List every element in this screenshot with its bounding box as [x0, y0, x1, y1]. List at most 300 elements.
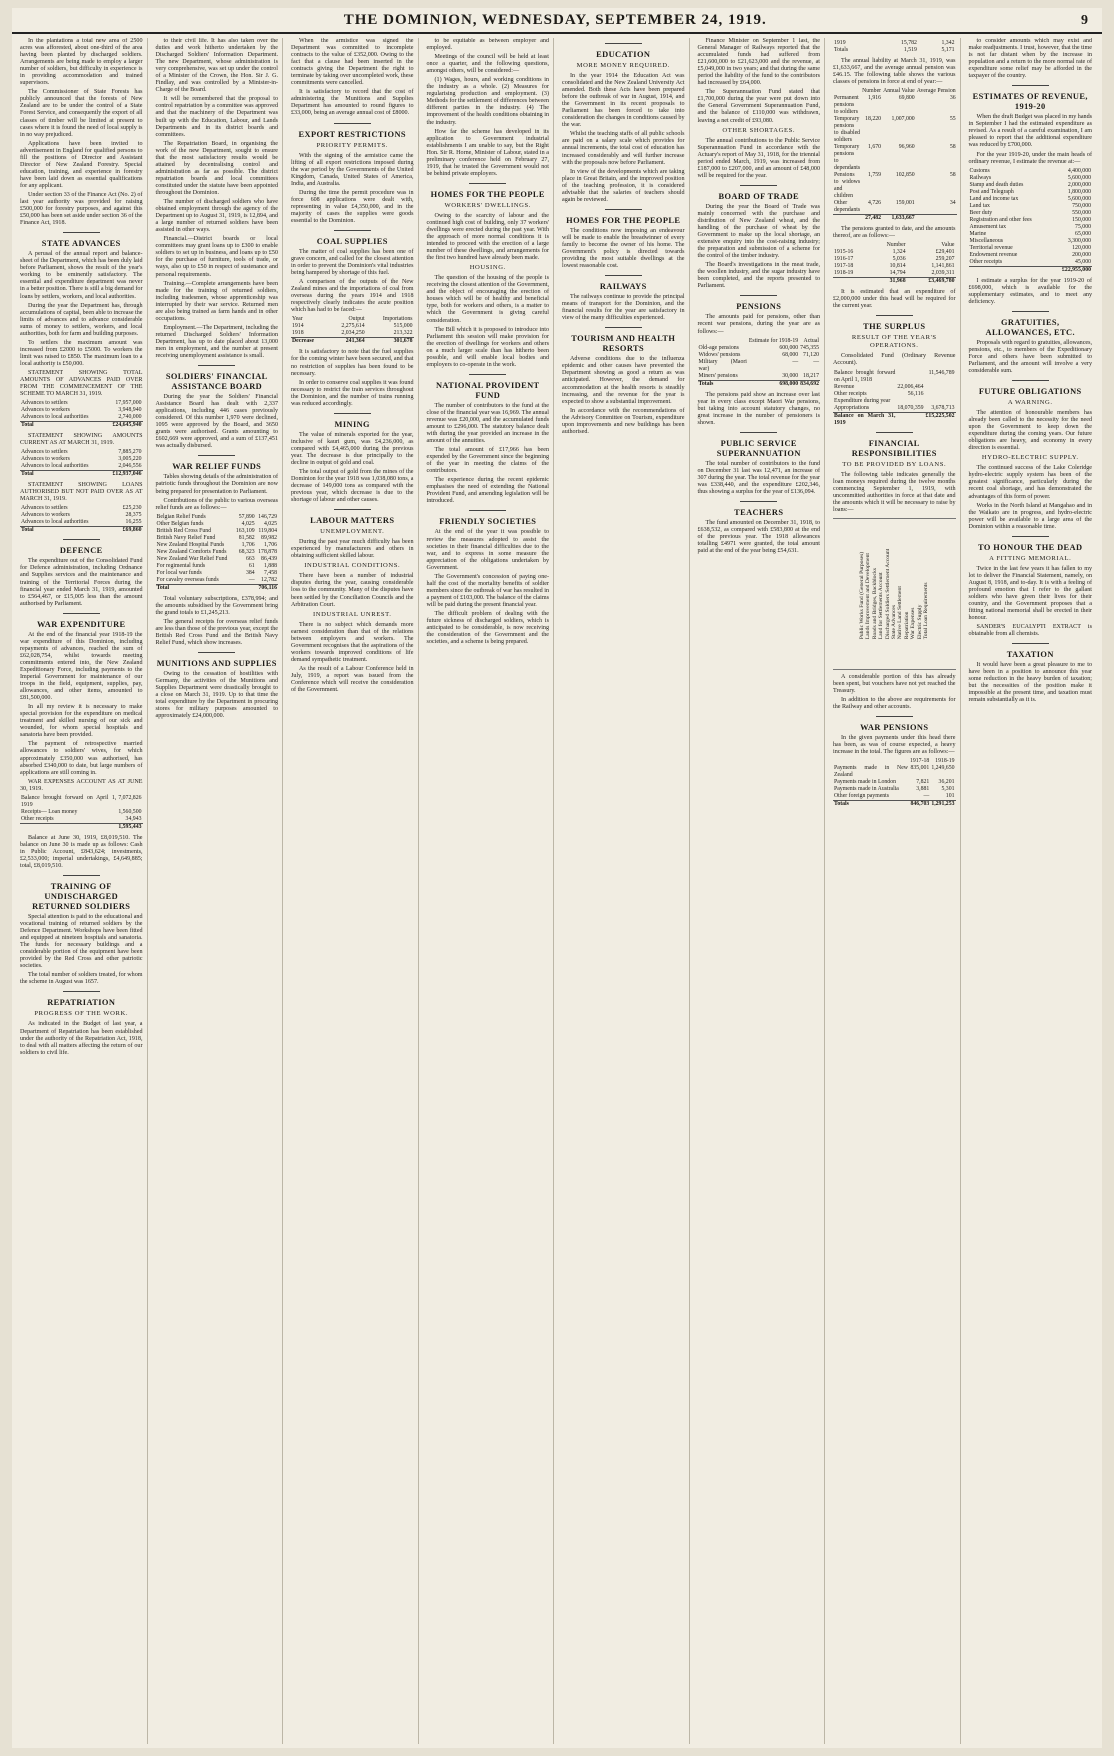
table-cell: 7,885,270: [118, 449, 142, 456]
table-cell: 120,000: [1072, 244, 1091, 251]
paragraph: Whilst the teaching staffs of all public schools are paid on a salary scale which provides for annual increments, the total cost of education has increased considerably and will further increase with the proposals now before Parliament.: [562, 131, 685, 166]
table-cell: Endowment revenue: [969, 251, 1018, 258]
section-rule: [63, 613, 100, 614]
rotated-table-line: Repatriation: [903, 611, 910, 640]
table-cell: 1917-18: [909, 758, 930, 765]
section-heading: SOLDIERS' FINANCIAL ASSISTANCE BOARD: [165, 372, 268, 392]
table-total-cell: Decrease: [291, 338, 327, 346]
table-cell: British Navy Relief Fund: [156, 534, 216, 541]
table-cell: 14,794: [889, 270, 906, 277]
paragraph: The difficult problem of dealing with the future sickness of discharged soldiers, which is anticipated to be considerable, is now receiving the consideration of the Government and the societies, and a scheme is being prepared.: [426, 611, 549, 646]
section-subheading: HYDRO-ELECTRIC SUPPLY.: [981, 454, 1079, 462]
paragraph: In accordance with the recommendations of the Advisory Committee on Tourism, expenditure upon improvements and new buildings has been authorised.: [562, 407, 685, 435]
table-row: [833, 765, 956, 779]
table-row: [20, 795, 143, 809]
section-heading: LABOUR MATTERS: [310, 516, 395, 526]
table-cell: 1,706: [241, 541, 255, 548]
table-cell: £25,230: [122, 505, 142, 512]
section-subheading: WORKERS' DWELLINGS.: [444, 201, 532, 209]
paragraph: In the plantations a total new area of 2500 acres was afforested, about one-third of the area having been planted by discharged soldiers. Arrangements are being made to employ a larger number of soldiers, but difficulty in experience is in providing accommodation and trained supervisors.: [20, 38, 143, 87]
table-cell: Customs: [969, 167, 990, 174]
paragraph: Total voluntary subscriptions, £378,994; and the amounts subsidised by the Government bring the grand totals to £1,245,213.: [155, 595, 278, 616]
table-cell: 200,000: [1072, 251, 1091, 258]
section-heading: TRAINING OF UNDISCHARGED RETURNED SOLDIERS: [32, 881, 131, 911]
table-cell: 5,301: [941, 786, 955, 793]
table-row: [20, 816, 143, 824]
table-total-cell: £15,225,502: [925, 412, 956, 427]
figures-table: [156, 514, 279, 592]
table-cell: £29,401: [935, 249, 955, 256]
table-cell: Registration and other fees: [969, 216, 1032, 223]
table-row: [969, 217, 1093, 224]
table-row: [833, 200, 957, 215]
paragraph: The Commissioner of State Forests has publicly announced that the forests of New Zealand are to be under the control of a State Forest Service, and consequently the export of all classes of timber will be limited at present to cases where it is found the need of local supply is in no way prejudiced.: [20, 89, 143, 138]
table-row: [698, 359, 821, 373]
section-rule: [740, 432, 777, 433]
paragraph: STATEMENT SHOWING AMOUNTS CURRENT AS AT MARCH 31, 1919.: [20, 433, 143, 447]
paragraph: The number of contributors to the fund at the close of the financial year was 16,969. The annual revenue was £20,000, and the accumulated funds amount to £296,000. The statutory balance dealt with during the year provided an increase in the amount of the annuities.: [426, 402, 549, 445]
section-heading: WAR EXPENDITURE: [36, 619, 126, 629]
table-row: [833, 384, 956, 391]
masthead-title: THE DOMINION, WEDNESDAY, SEPTEMBER 24, 1919.: [343, 12, 767, 28]
rotated-table-line: Land for Settlements Account: [878, 572, 885, 640]
table-row: [833, 405, 956, 413]
table-cell: 58: [949, 172, 956, 179]
table-cell: Advances to workers: [21, 407, 70, 414]
table-cell: Other foreign payments: [834, 793, 890, 800]
section-subheading: UNEMPLOYMENT.: [320, 528, 385, 536]
figures-table: [833, 40, 956, 54]
paragraph: The railways continue to provide the principal means of transport for the Dominion, and the financial results for the year are satisfactory in view of the many difficulties experienced.: [562, 294, 685, 322]
table-cell: 101: [945, 793, 955, 800]
section-rule: [1012, 643, 1049, 644]
table-row: [833, 249, 956, 256]
table-cell: Revenue: [834, 383, 855, 390]
paragraph: The pensions paid show an increase over last year in every class except Maori War pensions, but taking into account statutory changes, no great increase in the number of pensioners is shown.: [697, 391, 820, 426]
table-cell: 835,001: [910, 765, 930, 772]
table-cell: 1,706: [263, 541, 277, 548]
paragraph: The pensions granted to date, and the amounts thereof, are as follows:—: [833, 226, 956, 240]
table-row: [833, 172, 957, 200]
paragraph: The continued success of the Lake Coleridge hydro-electric supply system has been of the greatest significance, particularly during the recent coal shortage, and has demonstrated the advantages of this form of power.: [968, 465, 1092, 500]
table-cell: 1,249,650: [931, 765, 955, 772]
table-cell: Miners' pensions: [698, 372, 738, 379]
section-heading: WAR PENSIONS: [860, 723, 929, 733]
table-cell: Output: [348, 316, 365, 323]
table-row: [833, 263, 956, 270]
section-rule: [334, 413, 371, 414]
paragraph: During the time the permit procedure was in force 608 applications were dealt with, representing in value £4,350,000, and in the majority of cases the supplies were goods essential to the Dominion.: [291, 189, 414, 224]
section-subheading: PROGRESS OF THE WORK.: [34, 1010, 129, 1018]
section-rule: [876, 432, 913, 433]
paragraph: The annual contributions to the Public Service Superannuation Fund in accordance with the Actuary's report of May 31, 1918, for the triennial period ended March, 1919, was increased from £187,000 to £207,000, and an amount of £48,000 will be required for the year.: [697, 137, 820, 179]
table-cell: [925, 384, 956, 391]
table-cell: 663: [246, 555, 255, 562]
section-heading: TAXATION: [1006, 650, 1054, 660]
paragraph: For the year 1919-20, under the main heads of ordinary revenue, I estimate the revenue at:—: [968, 151, 1092, 165]
table-cell: 1,324: [892, 249, 906, 256]
table-cell: Beer duty: [969, 209, 993, 216]
table-row: [833, 758, 956, 765]
table-cell: Estimate for 1918-19: [748, 337, 799, 344]
table-cell: 68,000: [782, 351, 799, 358]
section-heading: REPATRIATION: [47, 998, 116, 1008]
table-cell: 36: [949, 95, 956, 102]
paragraph: The attention of honourable members has already been called to the necessity for the need upon the Government to keep down the expenditure during the coming years. Our future obligations are heavy, and economy in every direction is essential.: [968, 410, 1092, 452]
paragraph: The value of minerals exported for the year, inclusive of kauri gum, was £4,236,000, as compared with £4,465,000 during the previous year. The decrease is due principally to the decline in output of gold and coal.: [291, 431, 414, 466]
table-cell: Temporary pensions to dependants: [834, 144, 861, 172]
table-cell: 259,207: [935, 256, 955, 263]
table-cell: For regimental funds: [156, 562, 206, 569]
table-row: [833, 242, 956, 249]
table-cell: Advances to workers: [21, 512, 70, 519]
table-total-cell: [969, 266, 1052, 274]
table-cell: Railways: [969, 174, 992, 181]
table-row: [156, 514, 279, 521]
section-heading: STATE ADVANCES: [41, 239, 121, 249]
paragraph: Under section 33 of the Finance Act (No. 2) of last year authority was provided for raising £500,000 for forestry purposes, and against this £50,000 has been set aside under section 36 of the Finance Act, 1918.: [20, 191, 143, 227]
table-cell: 10,814: [889, 263, 906, 270]
table-row: [291, 316, 414, 323]
table-total-cell: Total: [20, 422, 105, 430]
table-cell: Post and Telegraph: [969, 188, 1014, 195]
table-cell: Advances to settlers: [21, 449, 68, 456]
section-subheading: TO BE PROVIDED BY LOANS.: [842, 460, 947, 468]
table-row: [156, 570, 279, 577]
table-total-cell: [20, 823, 117, 831]
table-cell: 17,957,000: [115, 400, 142, 407]
table-cell: Payments made in New Zealand: [834, 765, 908, 779]
section-heading: HOMES FOR THE PEOPLE: [566, 215, 681, 225]
paragraph: The expenditure out of the Consolidated Fund for Defence administration, including Ordnance and Supplies services and the maintenance and training of the Territorial Forces during the financial year ended March 31, 1919, amounted to £564,467, or £15,005 less than the amount authorised by Parliament.: [20, 558, 143, 607]
table-cell: Land and income tax: [969, 195, 1019, 202]
table-total-cell: £69,860: [114, 527, 142, 535]
paragraph: As the result of a Labour Conference held in July, 1919, a report was issued from the Conference which will receive the consideration of the Government.: [291, 665, 414, 694]
paragraph: Adverse conditions due to the influenza epidemic and other causes have prevented the Department showing as good a return as was anticipated. However, the demand for accommodation at the health resorts is steadily increasing, and the revenue for the year is expected to show a substantial improvement.: [562, 356, 685, 405]
table-cell: Land tax: [969, 202, 990, 209]
table-cell: Amusement tax: [969, 223, 1007, 230]
paragraph: When the draft Budget was placed in my hands in September I had the estimated expenditure as revised. As a result of a careful examination, I am pleased to report that the additional expenditure was reduced by £700,000.: [968, 114, 1092, 149]
paragraph: STATEMENT SHOWING TOTAL AMOUNTS OF ADVANCES PAID OVER FROM THE COMMENCEMENT OF THE SCHEME TO MARCH 31, 1919.: [20, 369, 143, 398]
figures-table: [833, 88, 957, 222]
paragraph: The total amount of £17,966 has been expended by the Government since the beginning of the year in meeting the claims of the contributors.: [426, 447, 549, 475]
table-total-row: [20, 823, 143, 831]
table-cell: Average Pension: [916, 88, 956, 95]
rotated-table-line: Lands Improvement and Development: [865, 552, 872, 640]
paragraph: The conditions now imposing an endeavour will be made to enable the breadwinner of every family to become the owner of his home. The Government's policy is directed towards providing the most suitable dwellings at the lowest reasonable cost.: [562, 227, 685, 270]
section-heading: MINING: [334, 419, 370, 429]
table-cell: 12,782: [261, 576, 277, 583]
figures-table: [20, 795, 143, 831]
table-cell: 2,000,000: [1067, 181, 1091, 188]
table-total-cell: [833, 215, 861, 223]
paragraph: As indicated in the Budget of last year, a Department of Repatriation has been established under the authority of the Repatriation Act, 1918, to deal with all matters affecting the return of our soldiers to civil life.: [20, 1021, 143, 1056]
paragraph: STATEMENT SHOWING LOANS AUTHORISED BUT NOT PAID OVER AS AT MARCH 31, 1919.: [20, 482, 143, 503]
section-subheading: OTHER SHORTAGES.: [722, 126, 796, 134]
section-heading: NATIONAL PROVIDENT FUND: [435, 380, 540, 400]
figures-table: [20, 449, 143, 478]
table-row: [698, 338, 821, 345]
table-cell: 15,782: [901, 40, 917, 46]
paragraph: At the end of the financial year 1918-19 the war expenditure of this Dominion, including repayments of advances, reached the sum of £62,028,754, whilst towards meeting commitments entered into, the New Zealand Expeditionary Force, including payments to the Imperial Government for maintenance of our troops in the field, equipment, supplies, pay, allowances, and other items, amounted to £81,500,000.: [20, 631, 143, 702]
table-total-cell: Totals: [698, 380, 748, 388]
table-total-cell: 1,291,253: [931, 801, 955, 808]
table-row: [969, 245, 1093, 252]
paragraph: Tables showing details of the administration of patriotic funds throughout the Dominion are now being prepared for presentation to Parliament.: [155, 474, 278, 495]
section-subheading: INDUSTRIAL CONDITIONS.: [304, 562, 401, 570]
table-cell: 159,001: [895, 200, 915, 207]
table-cell: Temporary pensions to disabled soldiers: [834, 116, 861, 144]
table-row: [833, 40, 956, 47]
table-cell: [833, 758, 909, 765]
paragraph: The total output of gold from the mines of the Dominion for the year 1918 was 1,038,080 tons, a decrease of 149,000 tons as compared with the previous year, which decrease is due to the shortage of labour and other causes.: [291, 469, 414, 504]
paragraph: It is satisfactory to note that the fuel supplies for the coming winter have been secured, and that no restriction of supplies has been found to be necessary.: [291, 349, 414, 377]
table-cell: 3,005,220: [118, 456, 142, 463]
table-cell: Advances to workers: [21, 456, 70, 463]
table-total-cell: [896, 412, 924, 427]
table-cell: 1917-18: [834, 263, 854, 270]
table-cell: 1,342: [941, 40, 955, 46]
table-total-cell: 706,116: [256, 584, 278, 592]
table-cell: 7,458: [263, 569, 277, 576]
rotated-table-line: Roads and Bridges, Backblocks: [871, 567, 878, 640]
table-cell: 34,943: [125, 815, 142, 822]
table-cell: [833, 88, 861, 95]
section-heading: ESTIMATES OF REVENUE, 1919-20: [972, 92, 1088, 112]
table-cell: 3,948,940: [118, 407, 142, 414]
paragraph: Employment.—The Department, including the returned Discharged Soldiers' Information Department, has up to date placed about 13,000 men in employment, and the number at present receiving unemployment assistance is small.: [155, 324, 278, 360]
section-subheading: A WARNING.: [1007, 399, 1053, 407]
paragraph: The fund amounted on December 31, 1918, to £638,532, as compared with £583,800 at the end of the previous year. The 1918 allowances totalling £4971 were granted, the total amount paid at the end of the year being £54,631.: [697, 520, 820, 555]
table-row: [969, 175, 1093, 182]
table-cell: 1,141,861: [931, 263, 955, 270]
table-cell: 1914: [292, 323, 304, 330]
table-row: [833, 116, 957, 144]
paragraph: The experience during the recent epidemic emphasises the need of extending the National Provident Fund, and amending legislation will be introduced.: [426, 477, 549, 505]
paragraph: The total number of soldiers treated, for whom the scheme in August was 1657.: [20, 972, 143, 986]
paragraph: When the armistice was signed the Department was committed to incomplete contracts to the value of £352,000. Owing to the fact that a clause had been inserted in the contracts giving the Department the right to terminate by taking over uncompleted work, these commitments were cancelled.: [291, 38, 414, 87]
table-row: [291, 330, 414, 338]
figures-table: [291, 316, 414, 345]
paragraph: to consider amounts which may exist and make readjustments. I trust, however, that the time is not far distant when by the increase in population and a return to the more normal rate of expenditure some relief may be afforded in the taxpayer of the country.: [968, 38, 1092, 80]
section-heading: TOURISM AND HEALTH RESORTS: [571, 334, 676, 354]
table-row: [20, 519, 143, 527]
table-cell: 34: [949, 200, 956, 207]
paragraph: Meetings of the council will be held at least once a quarter, and the following questions, amongst others, will be considered:—: [426, 54, 549, 75]
masthead-spacer: [26, 13, 30, 29]
table-cell: 1,759: [868, 172, 882, 179]
table-cell: 213,322: [393, 330, 413, 337]
section-heading: GRATUITIES, ALLOWANCES, ETC.: [985, 317, 1075, 337]
figures-table: [20, 400, 143, 429]
table-cell: 75,000: [1075, 223, 1091, 230]
table-cell: Annual Value: [883, 88, 915, 95]
table-row: [833, 398, 956, 405]
paragraph: In view of the developments which are taking place in Great Britain, and the improved position of the teaching profession, it is considered advisable that the salaries of teachers should again be reviewed.: [562, 168, 685, 203]
column-5: [560, 38, 690, 1744]
table-total-cell: 31,968: [870, 278, 907, 286]
table-cell: Number: [886, 242, 906, 249]
section-rule: [605, 275, 642, 276]
table-cell: Permanent pensions to soldiers: [834, 95, 859, 116]
paragraph: Owing to the cessation of hostilities with Germany, the activities of the Munitions and Supplies Department were drastically brought to a close on March 31, 1919. Up to that time the total expenditure by the Department in procuring stores for military purposes amounted to approximately £24,000,000.: [155, 671, 278, 720]
paragraph: In all my review it is necessary to make special provision for the expenditure on medical treatment and skilled nursing of our sick and wounded, for whom special hospitals and sanatoria have been provided.: [20, 704, 143, 739]
table-cell: Old-age pensions: [698, 344, 739, 351]
section-rule: [469, 374, 506, 375]
article-columns: [18, 38, 1096, 1744]
table-row: [969, 196, 1093, 203]
paragraph: to their civil life. It has also taken over the duties and work hitherto undertaken by the Discharged Soldiers' Information Department. The new Department, whose administration is very comprehensive, was set up under the control of a Minister of the Crown, the Hon. Sir J. G. Findlay, and was controlled by a Minister-in-Charge of the Board.: [155, 38, 278, 94]
table-row: [833, 47, 956, 54]
table-cell: 750,000: [1072, 202, 1091, 209]
table-cell: 68,323: [238, 548, 255, 555]
table-cell: 5,600,000: [1067, 174, 1091, 181]
table-row: [20, 463, 143, 471]
table-total-cell: Total: [156, 584, 234, 592]
section-rule: [740, 295, 777, 296]
table-cell: 56,116: [907, 390, 924, 397]
rotated-table-line: Total Loan Requirements: [923, 582, 930, 640]
table-cell: 1918: [292, 330, 304, 337]
paragraph: Finance Minister on September 1 last, the General Manager of Railways reported that the accumulated funds had suffered from £21,600,000 to £21,623,000 and the revenue, at £5,049,000 in two years; and that during the same period the liability of the fund to the contributors had increased by £64,000.: [697, 38, 820, 87]
section-heading: EDUCATION: [596, 50, 651, 59]
table-cell: 7,072,826: [118, 794, 142, 801]
section-rule: [740, 501, 777, 502]
paragraph: Applications have been invited to advertisement in England for qualified persons to fill the positions of Director and Assistant Director of New Zealand Forestry. Special education, training, and experience in forestry have been laid down as essential qualifications for any applicant.: [20, 140, 143, 189]
table-row: [698, 373, 821, 381]
table-row: [969, 210, 1093, 217]
section-rule: [334, 509, 371, 510]
paragraph: In order to conserve coal supplies it was found necessary to restrict the train services throughout the Dominion, and the number of trains running was reduced accordingly.: [291, 379, 414, 407]
paragraph: It is satisfactory to record that the cost of administering the Munitions and Supplies Department has amounted to round figures to £33,000, being an average annual cost of £8000.: [291, 89, 414, 117]
section-subheading: MORE MONEY REQUIRED.: [576, 62, 670, 69]
paragraph: A considerable portion of this has already been spent, but vouchers have not yet reached the Treasury.: [833, 673, 956, 694]
section-heading: PENSIONS: [736, 302, 782, 312]
table-total-row: [20, 471, 143, 479]
section-rule: [198, 652, 235, 653]
rotated-table-line: Public Works Fund (General Purposes): [859, 551, 866, 640]
figures-table: [833, 242, 956, 285]
table-row: [156, 556, 279, 563]
table-cell: 5,171: [941, 47, 955, 53]
paragraph: There is no subject which demands more earnest consideration than that of the relations between employers and workers. The Government recognises that the aspirations of the workers towards improved conditions of life demand sympathetic treatment.: [291, 621, 414, 663]
table-cell: Advances to settlers: [21, 505, 68, 512]
table-total-cell: 1,595,443: [118, 823, 142, 830]
rotated-loan-table: [833, 518, 956, 670]
table-cell: 4,025: [263, 520, 277, 527]
table-cell: 69,800: [898, 95, 915, 102]
table-cell: Advances to local authorities: [21, 414, 89, 421]
table-cell: 4,400,000: [1067, 167, 1091, 174]
section-heading: TO HONOUR THE DEAD: [978, 542, 1083, 552]
table-cell: 3,678,713: [931, 404, 955, 411]
table-row: [698, 345, 821, 352]
table-cell: 515,000: [393, 323, 413, 330]
table-cell: Pensions to widows and children: [834, 172, 861, 200]
table-cell: 3,881: [916, 786, 930, 793]
figures-table: [833, 370, 956, 427]
table-row: [698, 352, 821, 359]
paragraph: SANDER'S EUCALYPTI EXTRACT is obtainable from all chemists.: [968, 624, 1092, 638]
table-row: [833, 256, 956, 263]
table-total-row: [833, 801, 956, 809]
paragraph: During the year the Department has, through accumulations of capital, been able to increase the limits of advances and to advance considerable sums of money to settlers, workers, and local authorities, both for farm and building purposes.: [20, 302, 143, 337]
paragraph: Financial.—District boards or local committees may grant loans up to £300 to enable soldiers to set up in business, and loans up to £50 for the purchase of furniture, tools of trade, or ways, also up to £50 in respect of sustenance and personal requirements.: [155, 236, 278, 278]
rotated-table-line: State Advances: [891, 604, 898, 640]
table-row: [969, 224, 1093, 231]
column-2: [154, 38, 284, 1744]
rotated-table-line: War Expenses: [910, 607, 917, 640]
section-heading: HOMES FOR THE PEOPLE: [430, 189, 545, 199]
section-rule: [198, 365, 235, 366]
figures-table: [698, 338, 821, 388]
table-cell: Balance brought forward on April 1, 1918: [834, 369, 896, 383]
table-total-row: [833, 412, 956, 427]
section-heading: TEACHERS: [734, 508, 784, 518]
table-cell: 81,582: [238, 534, 255, 541]
table-cell: 61: [248, 562, 255, 569]
table-total-cell: Balance on March 31, 1919: [834, 412, 896, 426]
table-total-row: [698, 380, 821, 388]
table-cell: Year: [292, 316, 303, 323]
table-cell: 18,217: [803, 372, 819, 379]
paragraph: The Repatriation Board, in organising the work of the new Department, sought to ensure that the most satisfactory results would be attained by decentralising control and administration as far as possible. The district repatriation boards and local committees constituted under the statute have been appointed throughout the Dominion.: [155, 140, 278, 196]
page-number: 9: [1080, 13, 1088, 28]
table-cell: 384: [246, 569, 255, 576]
table-row: [20, 809, 143, 816]
column-1: [18, 38, 148, 1744]
table-row: [969, 259, 1093, 267]
table-cell: 58: [949, 144, 956, 151]
table-cell: 11,546,789: [928, 369, 955, 376]
figures-table: [833, 758, 956, 808]
table-total-cell: £12,937,046: [105, 471, 143, 479]
table-cell: Advances to local authorities: [21, 463, 89, 470]
table-cell: Miscellaneous: [969, 237, 1003, 244]
paragraph: In the year 1914 the Education Act was consolidated and the New Zealand University Act amended. Both these Acts have been prepared before the outbreak of war in August, 1914, and the Government in its recent proposals to Parliament has been forced to take into consideration the changes in conditions caused by the war.: [562, 73, 685, 129]
table-cell: 5,600,000: [1067, 195, 1091, 202]
section-heading: FUTURE OBLIGATIONS: [978, 387, 1082, 397]
table-row: [969, 238, 1093, 245]
table-cell: 57,890: [238, 513, 255, 520]
paragraph: How far the scheme has developed in its application to Government industrial establishments I am unable to say, but the Right Hon. Sir R. Horne, Minister of Labour, stated in a preliminary conference held on February 27, 1919, that he trusted the Government would not be behind private employers.: [426, 128, 549, 177]
table-total-cell: Total: [20, 471, 105, 479]
table-total-row: [969, 266, 1093, 274]
table-row: [20, 449, 143, 456]
table-total-row: [833, 278, 956, 286]
table-cell: [896, 370, 924, 384]
table-row: [156, 563, 279, 570]
section-subheading: INDUSTRIAL UNREST.: [312, 610, 392, 618]
table-cell: Importations: [382, 316, 413, 323]
table-cell: 7,821: [916, 779, 930, 786]
section-heading: WAR RELIEF FUNDS: [172, 462, 262, 472]
table-row: [156, 549, 279, 556]
table-cell: 1919: [834, 40, 846, 46]
table-total-cell: Totals: [833, 801, 909, 809]
table-total-cell: [916, 215, 957, 223]
paragraph: The payment of retrospective married allowances to soldiers' wives, for which approximately £350,000 was authorised, has absorbed £340,000 to date, but large numbers of applications are still coming in.: [20, 741, 143, 776]
section-rule: [1012, 85, 1049, 86]
table-cell: [896, 398, 924, 405]
table-total-row: [20, 422, 143, 430]
table-row: [969, 168, 1093, 175]
table-cell: 2,275,614: [341, 323, 365, 330]
table-cell: 1,888: [263, 562, 277, 569]
paragraph: The following table indicates generally the loan moneys required during the twelve months commencing September 1, 1919, with uncommitted authorities in force at that date and the amounts which it will be necessary to raise by loans:—: [833, 471, 956, 513]
table-cell: Marine: [969, 230, 987, 237]
section-subheading: A FITTING MEMORIAL.: [989, 554, 1072, 562]
